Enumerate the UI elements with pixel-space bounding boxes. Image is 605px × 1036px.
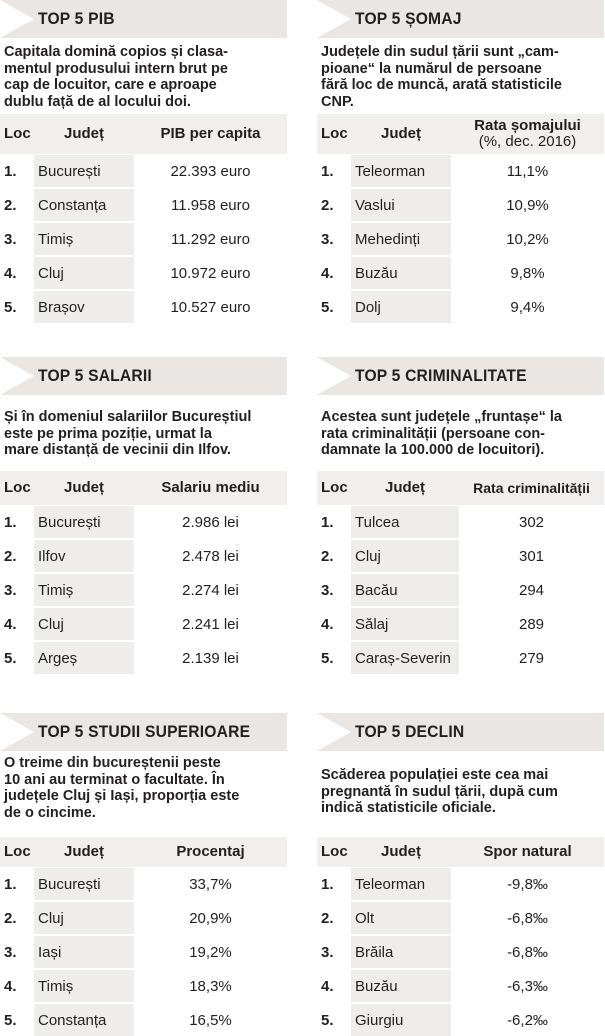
table-header-row	[0, 837, 287, 868]
panel-title: TOP 5 ȘOMAJ	[355, 9, 462, 28]
table-row	[317, 222, 604, 256]
col-header-loc: Loc	[317, 837, 351, 868]
rank-cell: 3.	[0, 222, 34, 256]
table-row	[0, 256, 287, 290]
table-row	[317, 506, 604, 540]
header-triangle	[317, 0, 351, 38]
description-line: CNP.	[321, 93, 354, 110]
value-cell: 19,2%	[134, 935, 287, 969]
rank-cell: 3.	[317, 573, 351, 607]
table-row	[317, 935, 604, 969]
table-row	[317, 607, 604, 641]
county-cell: Constanța	[34, 188, 134, 222]
rank-cell: 1.	[317, 868, 351, 902]
ranking-table	[0, 471, 287, 674]
col-header-value: Salariu mediu	[134, 471, 287, 506]
col-header-judet: Județ	[351, 471, 459, 506]
table-row	[0, 573, 287, 607]
value-cell: 2.986 lei	[134, 506, 287, 540]
table-row	[317, 539, 604, 573]
header-triangle	[0, 357, 34, 395]
panel-studii	[0, 713, 287, 1036]
col-header-judet: Județ	[351, 837, 451, 868]
rank-cell: 4.	[317, 256, 351, 290]
col-header-loc: Loc	[317, 471, 351, 506]
rank-cell: 2.	[317, 901, 351, 935]
description-line: Acestea sunt județele „fruntașe“ la	[321, 409, 562, 425]
table-row	[0, 607, 287, 641]
table-row	[0, 1003, 287, 1036]
table-row	[0, 506, 287, 540]
table-row	[317, 256, 604, 290]
county-cell: Argeș	[34, 641, 134, 674]
rank-cell: 1.	[317, 155, 351, 189]
col-header-judet: Județ	[34, 471, 134, 506]
table-row	[317, 969, 604, 1003]
panel-title: TOP 5 DECLIN	[355, 722, 465, 741]
panel-description	[317, 751, 604, 837]
panel-declin	[317, 713, 604, 1036]
rank-cell: 4.	[317, 607, 351, 641]
value-cell: 2.478 lei	[134, 539, 287, 573]
rank-cell: 2.	[0, 901, 34, 935]
col-header-loc: Loc	[0, 837, 34, 868]
table-row	[0, 188, 287, 222]
county-cell: Timiș	[34, 573, 134, 607]
ranking-table	[317, 114, 604, 323]
ranking-table	[0, 114, 287, 323]
description-line: Și în domeniul salariilor Bucureștiul	[4, 409, 252, 425]
value-cell: 294	[459, 573, 604, 607]
county-cell: Buzău	[351, 969, 451, 1003]
rank-cell: 1.	[0, 506, 34, 540]
description-line: dublu față de al locului doi.	[4, 93, 191, 110]
value-cell: 279	[459, 641, 604, 674]
rank-cell: 1.	[317, 506, 351, 540]
col-header-loc: Loc	[317, 114, 351, 155]
rank-cell: 1.	[0, 868, 34, 902]
table-row	[317, 641, 604, 674]
county-cell: Bacău	[351, 573, 459, 607]
table-row	[317, 155, 604, 189]
table-row	[0, 868, 287, 902]
panel-header	[317, 0, 604, 38]
table-header-row	[317, 471, 604, 506]
rank-cell: 5.	[317, 290, 351, 323]
county-cell: Cluj	[34, 607, 134, 641]
description-line: fără loc de muncă, arată statisticile	[321, 77, 562, 93]
panel-header	[0, 357, 287, 395]
table-row	[0, 969, 287, 1003]
rank-cell: 4.	[0, 256, 34, 290]
value-cell: 2.274 lei	[134, 573, 287, 607]
rank-cell: 3.	[0, 573, 34, 607]
header-triangle	[317, 357, 351, 395]
rank-cell: 4.	[317, 969, 351, 1003]
rank-cell: 5.	[0, 290, 34, 323]
table-row	[0, 539, 287, 573]
county-cell: Olt	[351, 901, 451, 935]
value-cell: 10.972 euro	[134, 256, 287, 290]
description-line: pioane“ la numărul de persoane	[321, 60, 542, 77]
panel-criminalitate	[317, 357, 604, 674]
county-cell: Brașov	[34, 290, 134, 323]
value-cell: -9,8‰	[451, 868, 604, 902]
panel-title: TOP 5 CRIMINALITATE	[355, 366, 527, 385]
rank-cell: 5.	[0, 1003, 34, 1036]
rank-cell: 4.	[0, 969, 34, 1003]
table-header-row	[0, 114, 287, 155]
rank-cell: 3.	[317, 222, 351, 256]
panel-description	[0, 395, 287, 471]
description-line: Scăderea populației este cea mai	[321, 767, 549, 783]
county-cell: București	[34, 506, 134, 540]
table-row	[0, 155, 287, 189]
county-cell: Cluj	[34, 901, 134, 935]
county-cell: Dolj	[351, 290, 451, 323]
value-cell: -6,2‰	[451, 1003, 604, 1036]
description-line: 10 ani au terminat o facultate. În	[4, 771, 225, 788]
panel-header	[0, 0, 287, 38]
value-cell: 2.241 lei	[134, 607, 287, 641]
county-cell: București	[34, 155, 134, 189]
table-row	[317, 1003, 604, 1036]
rank-cell: 1.	[0, 155, 34, 189]
value-cell: -6,8‰	[451, 901, 604, 935]
table-header-row	[0, 471, 287, 506]
description-line: de o cincime.	[4, 804, 96, 821]
table-row	[0, 641, 287, 674]
value-cell: 11,1%	[451, 155, 604, 189]
county-cell: Cluj	[351, 539, 459, 573]
table-header-row	[317, 837, 604, 868]
panel-description	[0, 751, 287, 837]
description-line: rata criminalității (persoane con-	[321, 425, 546, 442]
header-triangle	[0, 713, 34, 751]
value-cell: 18,3%	[134, 969, 287, 1003]
value-cell: 289	[459, 607, 604, 641]
table-row	[317, 290, 604, 323]
col-header-value: Procentaj	[134, 837, 287, 868]
panel-salarii	[0, 357, 287, 674]
table-header-row	[317, 114, 604, 155]
description-line: județele Cluj și Iași, proporția este	[4, 788, 240, 804]
ranking-table	[317, 471, 604, 674]
county-cell: Teleorman	[351, 155, 451, 189]
description-line: pregnantă în sudul țării, după cum	[321, 783, 558, 800]
value-cell: 22.393 euro	[134, 155, 287, 189]
col-header-loc: Loc	[0, 114, 34, 155]
county-cell: Ilfov	[34, 539, 134, 573]
county-cell: Timiș	[34, 222, 134, 256]
description-line: mare distanță de vecinii din Ilfov.	[4, 442, 231, 458]
description-line: damnate la 100.000 de locuitori).	[321, 442, 545, 458]
value-cell: 302	[459, 506, 604, 540]
value-cell: 10,9%	[451, 188, 604, 222]
description-line: indică statisticile oficiale.	[321, 800, 496, 816]
rank-cell: 4.	[0, 607, 34, 641]
col-header-value: PIB per capita	[134, 114, 287, 155]
value-cell: 11.292 euro	[134, 222, 287, 256]
county-cell: Mehedinți	[351, 222, 451, 256]
table-row	[317, 573, 604, 607]
table-row	[0, 901, 287, 935]
description-line: O treime din bucureștenii peste	[4, 755, 221, 771]
panel-header	[317, 713, 604, 751]
county-cell: Tulcea	[351, 506, 459, 540]
col-header-judet: Județ	[34, 114, 134, 155]
value-cell: 10.527 euro	[134, 290, 287, 323]
value-cell: 2.139 lei	[134, 641, 287, 674]
description-line: Capitala domină copios și clasa-	[4, 44, 229, 60]
description-line: Județele din sudul țării sunt „cam-	[321, 44, 559, 60]
col-header-judet: Județ	[34, 837, 134, 868]
rank-cell: 3.	[317, 935, 351, 969]
value-cell: 9,8%	[451, 256, 604, 290]
panel-title: TOP 5 STUDII SUPERIOARE	[38, 722, 251, 741]
rank-cell: 2.	[0, 539, 34, 573]
county-cell: Timiș	[34, 969, 134, 1003]
panel-title: TOP 5 SALARII	[38, 366, 152, 385]
value-cell: -6,3‰	[451, 969, 604, 1003]
panel-header	[0, 713, 287, 751]
value-cell: 10,2%	[451, 222, 604, 256]
panel-somaj	[317, 0, 604, 323]
description-line: cap de locuitor, care e aproape	[4, 77, 217, 93]
value-cell: -6,8‰	[451, 935, 604, 969]
rank-cell: 5.	[317, 1003, 351, 1036]
col-header-value: Spor natural	[451, 837, 604, 868]
table-row	[317, 188, 604, 222]
county-cell: Sălaj	[351, 607, 459, 641]
value-cell: 11.958 euro	[134, 188, 287, 222]
rank-cell: 5.	[317, 641, 351, 674]
rank-cell: 2.	[317, 539, 351, 573]
header-triangle	[0, 0, 34, 38]
county-cell: Brăila	[351, 935, 451, 969]
panel-description	[317, 38, 604, 114]
value-cell: 9,4%	[451, 290, 604, 323]
rank-cell: 5.	[0, 641, 34, 674]
value-cell: 20,9%	[134, 901, 287, 935]
table-row	[0, 222, 287, 256]
panel-description	[317, 395, 604, 471]
table-row	[0, 935, 287, 969]
county-cell: Giurgiu	[351, 1003, 451, 1036]
county-cell: Constanța	[34, 1003, 134, 1036]
col-header-loc: Loc	[0, 471, 34, 506]
rank-cell: 3.	[0, 935, 34, 969]
value-cell: 33,7%	[134, 868, 287, 902]
county-cell: Buzău	[351, 256, 451, 290]
ranking-table	[317, 837, 604, 1036]
county-cell: Cluj	[34, 256, 134, 290]
panel-header	[317, 357, 604, 395]
county-cell: Teleorman	[351, 868, 451, 902]
table-row	[317, 901, 604, 935]
col-header-value	[451, 114, 604, 155]
county-cell: Iași	[34, 935, 134, 969]
header-triangle	[317, 713, 351, 751]
value-cell: 16,5%	[134, 1003, 287, 1036]
panel-title: TOP 5 PIB	[38, 9, 115, 28]
col-header-value: Rata criminalității	[459, 471, 604, 506]
value-cell: 301	[459, 539, 604, 573]
description-line: mentul produsului intern brut pe	[4, 60, 228, 77]
county-cell: Vaslui	[351, 188, 451, 222]
county-cell: Caraș-Severin	[351, 641, 459, 674]
description-line: este pe prima poziție, urmat la	[4, 425, 212, 442]
rank-cell: 2.	[317, 188, 351, 222]
col-header-judet: Județ	[351, 114, 451, 155]
county-cell: București	[34, 868, 134, 902]
col-header-value-title: Rata șomajului	[474, 117, 581, 134]
table-row	[317, 868, 604, 902]
ranking-table	[0, 837, 287, 1036]
col-header-value-subtitle: (%, dec. 2016)	[478, 133, 577, 150]
rank-cell: 2.	[0, 188, 34, 222]
panel-pib	[0, 0, 287, 323]
panel-description	[0, 38, 287, 114]
table-row	[0, 290, 287, 323]
